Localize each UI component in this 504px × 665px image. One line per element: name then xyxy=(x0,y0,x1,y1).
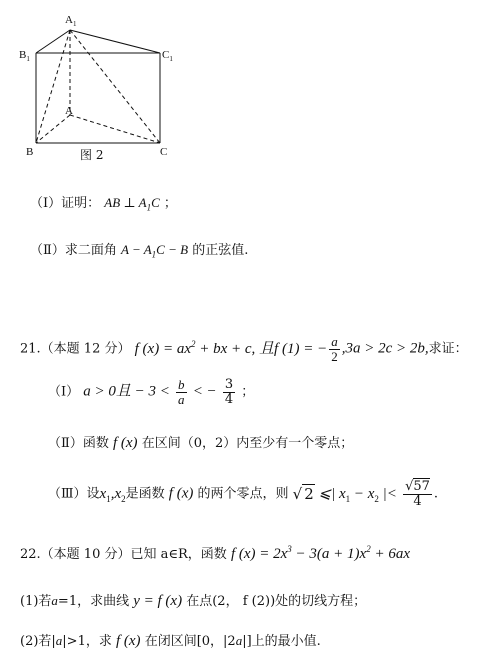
label-C1: $C_1$ xyxy=(162,49,173,63)
q22-part1: (1)若a=1，求曲线 y = f (x) 在点(2， f (2))处的切线方程； xyxy=(20,593,367,609)
q22-part2: (2)若|a|>1，求 f (x) 在闭区间[0，|2a|]上的最小值. xyxy=(20,633,321,649)
edge-A1-B xyxy=(36,30,70,143)
label-B1: $B_1$ xyxy=(19,49,30,63)
q20-part2: （Ⅱ）求二面角 $A - A_1C - B$ 的正弦值. xyxy=(30,242,249,260)
prism-figure xyxy=(14,10,184,165)
edge-A-B xyxy=(36,115,70,143)
q21-part2: （Ⅱ）函数 f (x) 在区间（0，2）内至少有一个零点； xyxy=(48,435,354,451)
q21-part3: （Ⅲ）设$x_1,x_2$是函数 f (x) 的两个零点，则 √ 2 ⩽| $x_1 - x_2$ |< $\frac{√57}{4}$ . xyxy=(48,479,439,509)
q22-stem: 22.（本题 10 分）已知 a∈R，函数 f $(x) = 2x^3 - 3(a + 1)x^2 + 6ax$ xyxy=(20,544,410,562)
edge-A1-C1 xyxy=(70,30,160,53)
edge-A-C xyxy=(70,115,160,143)
edge-A1-C xyxy=(70,30,160,143)
q21-part1: （Ⅰ） a > 0且 − 3 < $\frac{b}{a}$ < − $\frac{3}{4}$ ； xyxy=(48,377,255,407)
label-A: A xyxy=(65,105,73,117)
q21-stem: 21.（本题 12 分） f $(x) = ax^2$ + bx + c, 且f (1) = − $\frac{a}{2}$ ,3a > 2c > 2b,求证： xyxy=(20,334,468,364)
edge-A1-B1 xyxy=(36,30,70,53)
figure-caption: 图 2 xyxy=(80,148,104,162)
label-B: B xyxy=(26,146,34,158)
label-C: C xyxy=(160,146,168,158)
label-A1: $A_1$ xyxy=(65,14,77,28)
q20-part1: （Ⅰ）证明： AB ⊥ $A_1C$ ； xyxy=(30,195,177,213)
